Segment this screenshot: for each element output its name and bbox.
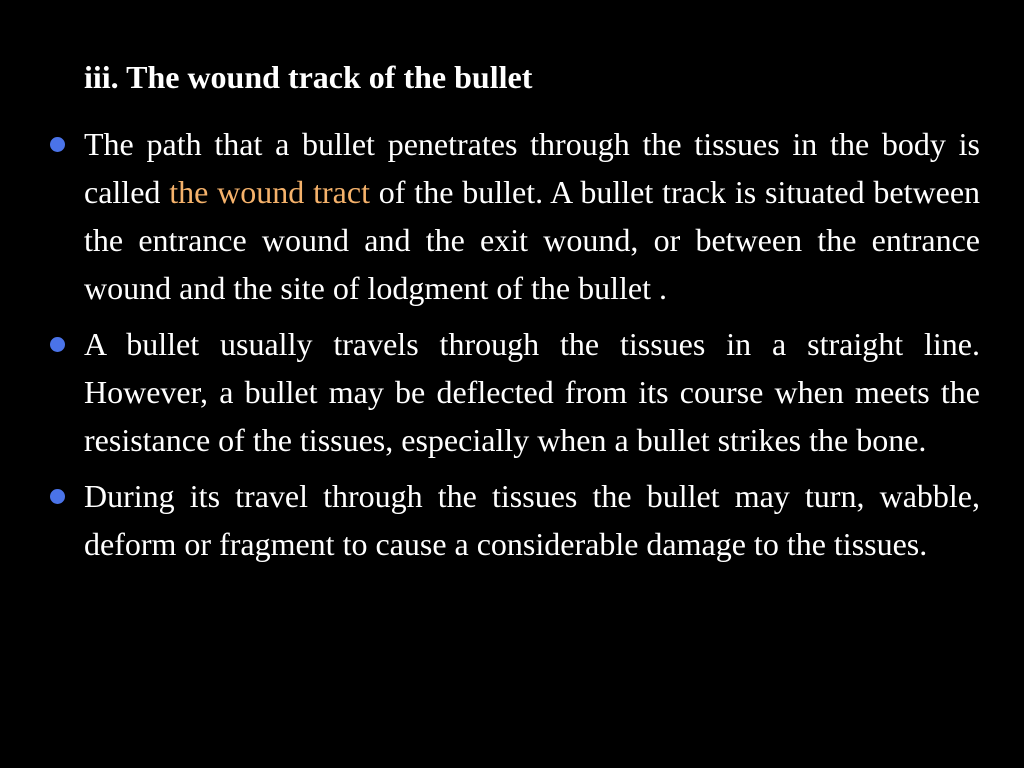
slide-title: iii. The wound track of the bullet — [84, 59, 533, 95]
bullet-1-text-before: The path that a bullet penetrates through the tissues in the body is called — [84, 126, 980, 210]
bullet-item-2 — [46, 320, 980, 464]
highlighted-term: the wound tract — [169, 174, 370, 210]
bullet-dot-icon — [50, 137, 65, 152]
bullet-2-text: A bullet usually travels through the tissues in a straight line. However, a bullet may be deflected from its course when meets the resistance of the tissues, especially when a bullet strikes the bone. — [84, 326, 980, 458]
bullet-item-3 — [46, 472, 980, 568]
bullet-1-text-after: of the bullet. A bullet track is situated between the entrance wound and the exit wound, or between the entrance wound and the site of lodgment of the bullet . — [84, 174, 981, 306]
bullet-dot-icon — [50, 489, 65, 504]
bullet-3-text: During its travel through the tissues the bullet may turn, wabble, deform or fragment to cause a considerable damage to the tissues. — [84, 478, 980, 562]
bullet-list — [46, 120, 980, 576]
bullet-item-1 — [46, 120, 980, 312]
bullet-dot-icon — [50, 337, 65, 352]
